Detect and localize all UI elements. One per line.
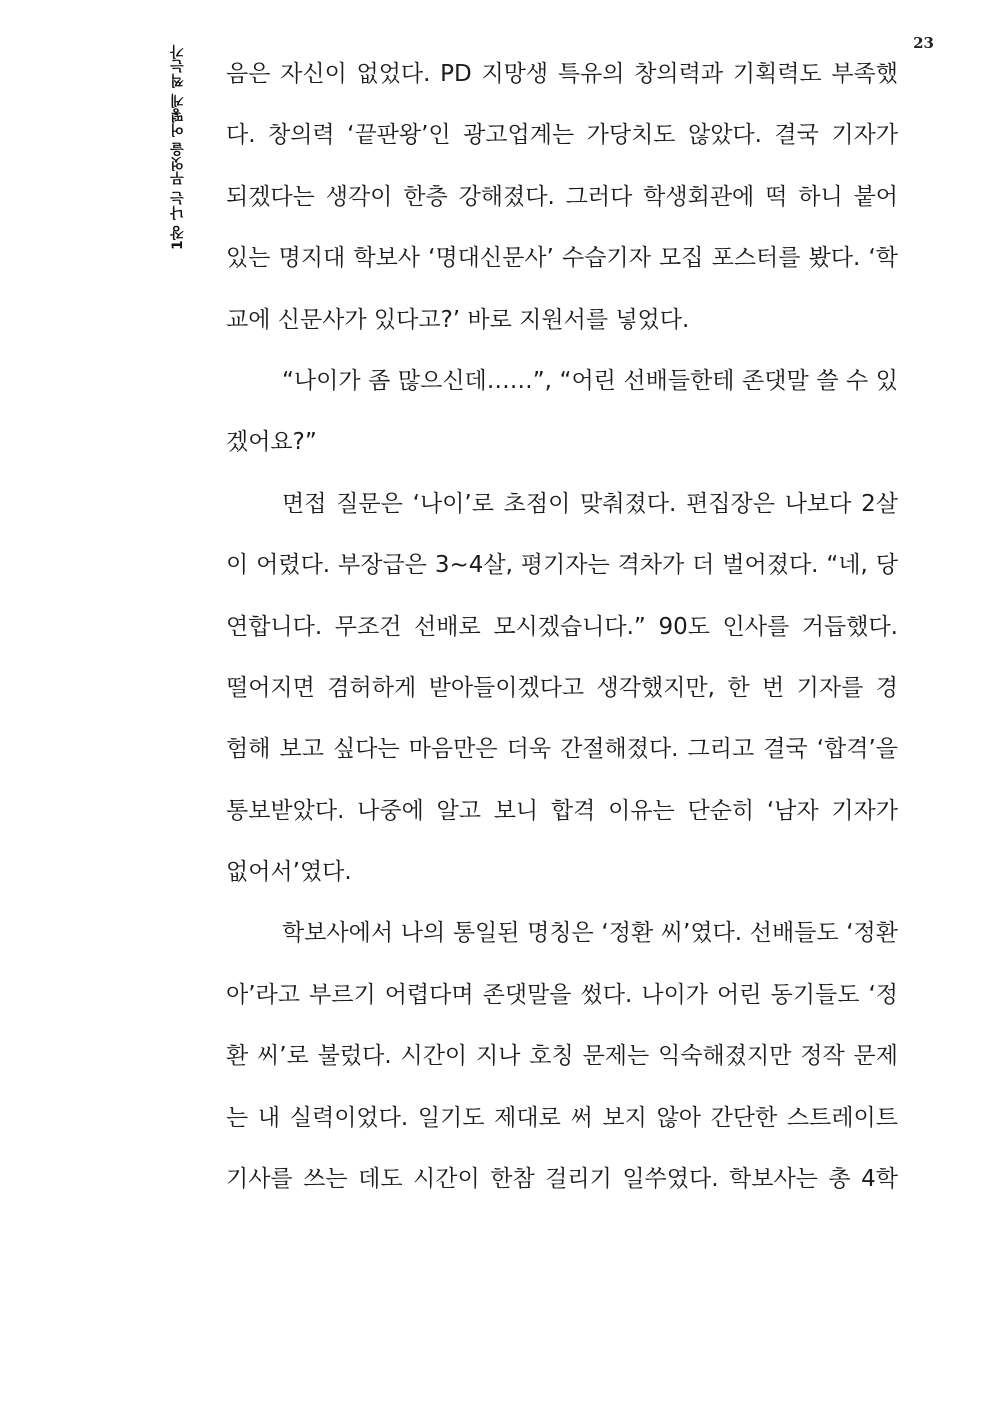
text-line: 없어서’였다. xyxy=(226,859,352,886)
text-line: 는 내 실력이었다. 일기도 제대로 써 보지 않아 간단한 스트레이트 xyxy=(226,1104,898,1131)
text-line: 음은 자신이 없었다. PD 지망생 특유의 창의력과 기획력도 부족했 xyxy=(226,61,898,87)
text-line: 험해 보고 싶다는 마음만은 더욱 간절해졌다. 그리고 결국 ‘합격’을 xyxy=(226,736,898,763)
text-line: 떨어지면 겸허하게 받아들이겠다고 생각했지만, 한 번 기자를 경 xyxy=(226,674,898,701)
text-line: 겠어요?” xyxy=(226,429,317,456)
text-line: 교에 신문사가 있다고?’ 바로 지원서를 넣었다. xyxy=(226,306,690,333)
text-line: 환 씨’로 불렀다. 시간이 지나 호칭 문제는 익숙해졌지만 정작 문제 xyxy=(226,1043,898,1070)
running-header: 1장 나는 무엇을 어떻게 찍는가 xyxy=(170,44,186,250)
text-line: 되겠다는 생각이 한층 강해졌다. 그러다 학생회관에 떡 하니 붙어 xyxy=(226,183,898,210)
text-line: 이 어렸다. 부장급은 3~4살, 평기자는 격차가 더 벌어졌다. “네, 당 xyxy=(226,552,898,579)
page-number: 23 xyxy=(913,34,934,52)
text-line: 학보사에서 나의 통일된 명칭은 ‘정환 씨’였다. 선배들도 ‘정환 xyxy=(282,920,898,947)
text-line: 면접 질문은 ‘나이’로 초점이 맞춰졌다. 편집장은 나보다 2살 xyxy=(282,490,898,517)
text-line: 연합니다. 무조건 선배로 모시겠습니다.” 90도 인사를 거듭했다. xyxy=(226,613,898,640)
text-line: 아’라고 부르기 어렵다며 존댓말을 썼다. 나이가 어린 동기들도 ‘정 xyxy=(226,981,898,1008)
text-line: 있는 명지대 학보사 ‘명대신문사’ 수습기자 모집 포스터를 봤다. ‘학 xyxy=(226,245,898,272)
text-line: 통보받았다. 나중에 알고 보니 합격 이유는 단순히 ‘남자 기자가 xyxy=(226,797,898,824)
text-line: 기사를 쓰는 데도 시간이 한참 걸리기 일쑤였다. 학보사는 총 4학 xyxy=(226,1166,898,1193)
text-line: “나이가 좀 많으신데……”, “어린 선배들한테 존댓말 쓸 수 있 xyxy=(282,367,898,394)
body-text xyxy=(226,48,898,1214)
text-line: 다. 창의력 ‘끝판왕’인 광고업계는 가당치도 않았다. 결국 기자가 xyxy=(226,122,898,149)
